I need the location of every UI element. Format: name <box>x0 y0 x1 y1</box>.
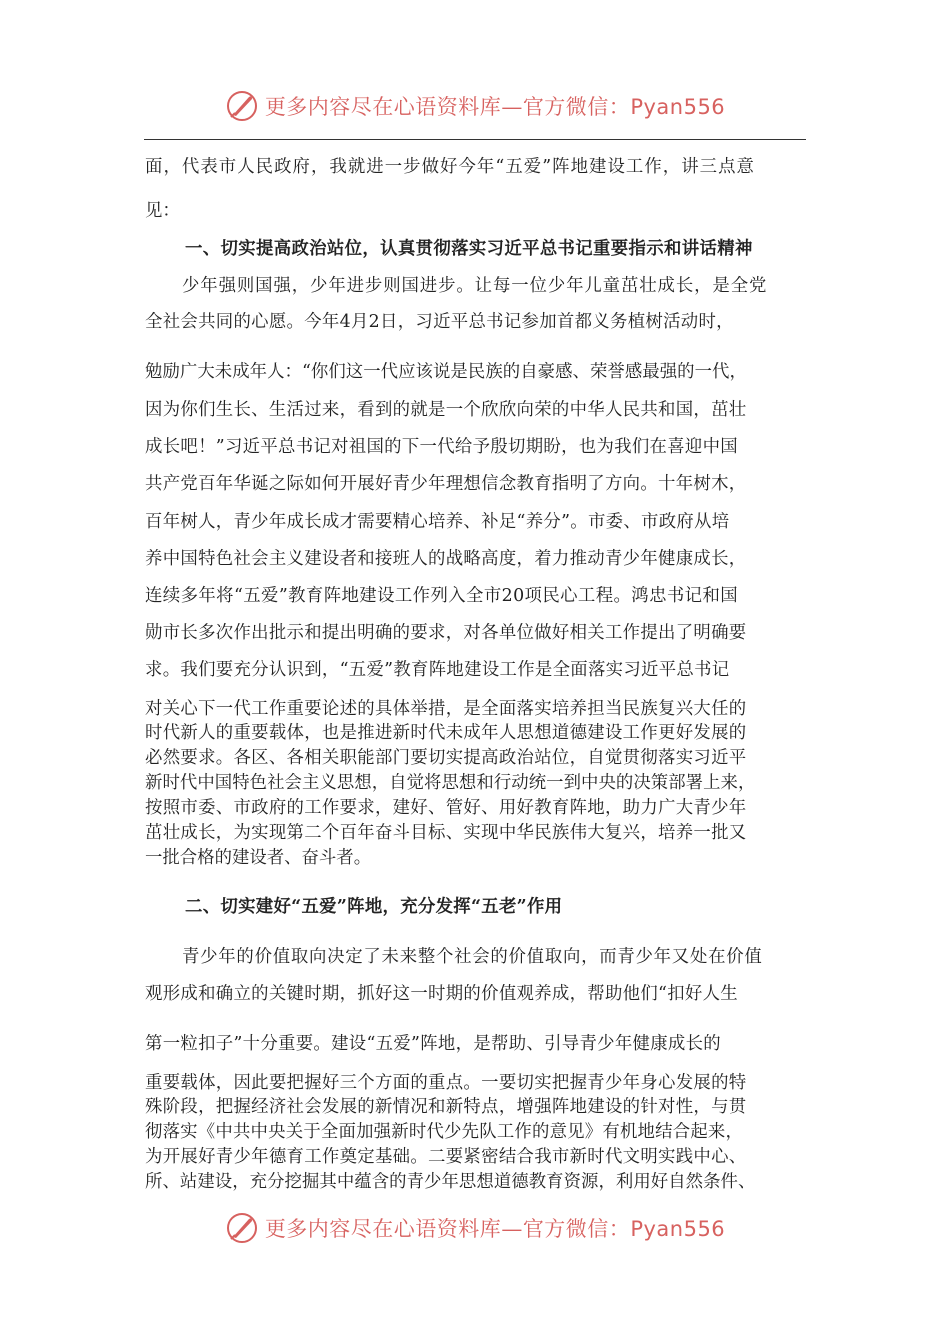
banner-dash: — <box>501 1217 523 1241</box>
banner-main-text: 更多内容尽在心语资料库 <box>264 1217 502 1241</box>
body-line: 因为你们生长、生活过来，看到的就是一个欣欣向荣的中华人民共和国，茁壮 <box>145 400 747 420</box>
banner-dash: — <box>501 95 523 119</box>
banner-main-text: 更多内容尽在心语资料库 <box>264 95 502 119</box>
body-line: 成长吧！”习近平总书记对祖国的下一代给予殷切期盼，也为我们在喜迎中国 <box>145 437 738 457</box>
body-line: 百年树人，青少年成长成才需要精心培养、补足“养分”。市委、市政府从培 <box>145 512 730 532</box>
body-line: 殊阶段，把握经济社会发展的新情况和新特点，增强阵地建设的针对性，与贯 <box>145 1097 747 1117</box>
quill-logo-icon <box>225 89 259 123</box>
header-rule <box>144 139 806 140</box>
footer-banner <box>0 1208 950 1248</box>
banner-label: 官方微信： <box>522 95 631 119</box>
body-line: 第一粒扣子”十分重要。建设“五爱”阵地，是帮助、引导青少年健康成长的 <box>145 1034 721 1054</box>
body-line: 面，代表市人民政府，我就进一步做好今年“五爱”阵地建设工作，讲三点意 <box>145 157 755 177</box>
body-line: 新时代中国特色社会主义思想，自觉将思想和行动统一到中央的决策部署上来， <box>145 773 756 793</box>
section-heading-2: 二、切实建好“五爱”阵地，充分发挥“五老”作用 <box>185 897 563 917</box>
banner-label: 官方微信： <box>522 1217 631 1241</box>
banner-wechat-id: Pyan556 <box>630 95 726 119</box>
body-line: 必然要求。各区、各相关职能部门要切实提高政治站位，自觉贯彻落实习近平 <box>145 748 747 768</box>
body-line: 见： <box>145 201 180 221</box>
body-line: 为开展好青少年德育工作奠定基础。二要紧密结合我市新时代文明实践中心、 <box>145 1147 747 1167</box>
body-line: 茁壮成长，为实现第二个百年奋斗目标、实现中华民族伟大复兴，培养一批又 <box>145 823 747 843</box>
body-line: 时代新人的重要载体，也是推进新时代未成年人思想道德建设工作更好发展的 <box>145 723 747 743</box>
body-line: 一批合格的建设者、奋斗者。 <box>145 848 372 868</box>
body-line: 勋市长多次作出批示和提出明确的要求，对各单位做好相关工作提出了明确要 <box>145 623 747 643</box>
body-line: 彻落实《中共中央关于全面加强新时代少先队工作的意见》有机地结合起来， <box>145 1122 744 1142</box>
body-line: 勉励广大未成年人：“你们这一代应该说是民族的自豪感、荣誉感最强的一代， <box>145 362 747 382</box>
body-line: 按照市委、市政府的工作要求，建好、管好、用好教育阵地，助力广大青少年 <box>145 798 747 818</box>
quill-logo-icon <box>225 1211 259 1245</box>
banner-wechat-id: Pyan556 <box>630 1217 726 1241</box>
body-line: 养中国特色社会主义建设者和接班人的战略高度，着力推动青少年健康成长， <box>145 549 747 569</box>
body-line: 青少年的价值取向决定了未来整个社会的价值取向，而青少年又处在价值 <box>182 947 763 967</box>
body-line: 少年强则国强，少年进步则国进步。让每一位少年儿童茁壮成长，是全党 <box>182 276 768 296</box>
header-banner <box>0 86 950 126</box>
body-line: 观形成和确立的关键时期，抓好这一时期的价值观养成，帮助他们“扣好人生 <box>145 984 738 1004</box>
body-line: 共产党百年华诞之际如何开展好青少年理想信念教育指明了方向。十年树木， <box>145 474 747 494</box>
body-line: 全社会共同的心愿。今年4月2日，习近平总书记参加首都义务植树活动时， <box>145 312 734 332</box>
body-line: 求。我们要充分认识到，“五爱”教育阵地建设工作是全面落实习近平总书记 <box>145 660 730 680</box>
section-heading-1: 一、切实提高政治站位，认真贯彻落实习近平总书记重要指示和讲话精神 <box>185 239 753 259</box>
body-line: 连续多年将“五爱”教育阵地建设工作列入全市20项民心工程。鸿忠书记和国 <box>145 586 739 606</box>
body-line: 所、站建设，充分挖掘其中蕴含的青少年思想道德教育资源，利用好自然条件、 <box>145 1172 756 1192</box>
body-line: 对关心下一代工作重要论述的具体举措，是全面落实培养担当民族复兴大任的 <box>145 699 747 719</box>
body-line: 重要载体，因此要把握好三个方面的重点。一要切实把握青少年身心发展的特 <box>145 1073 747 1093</box>
